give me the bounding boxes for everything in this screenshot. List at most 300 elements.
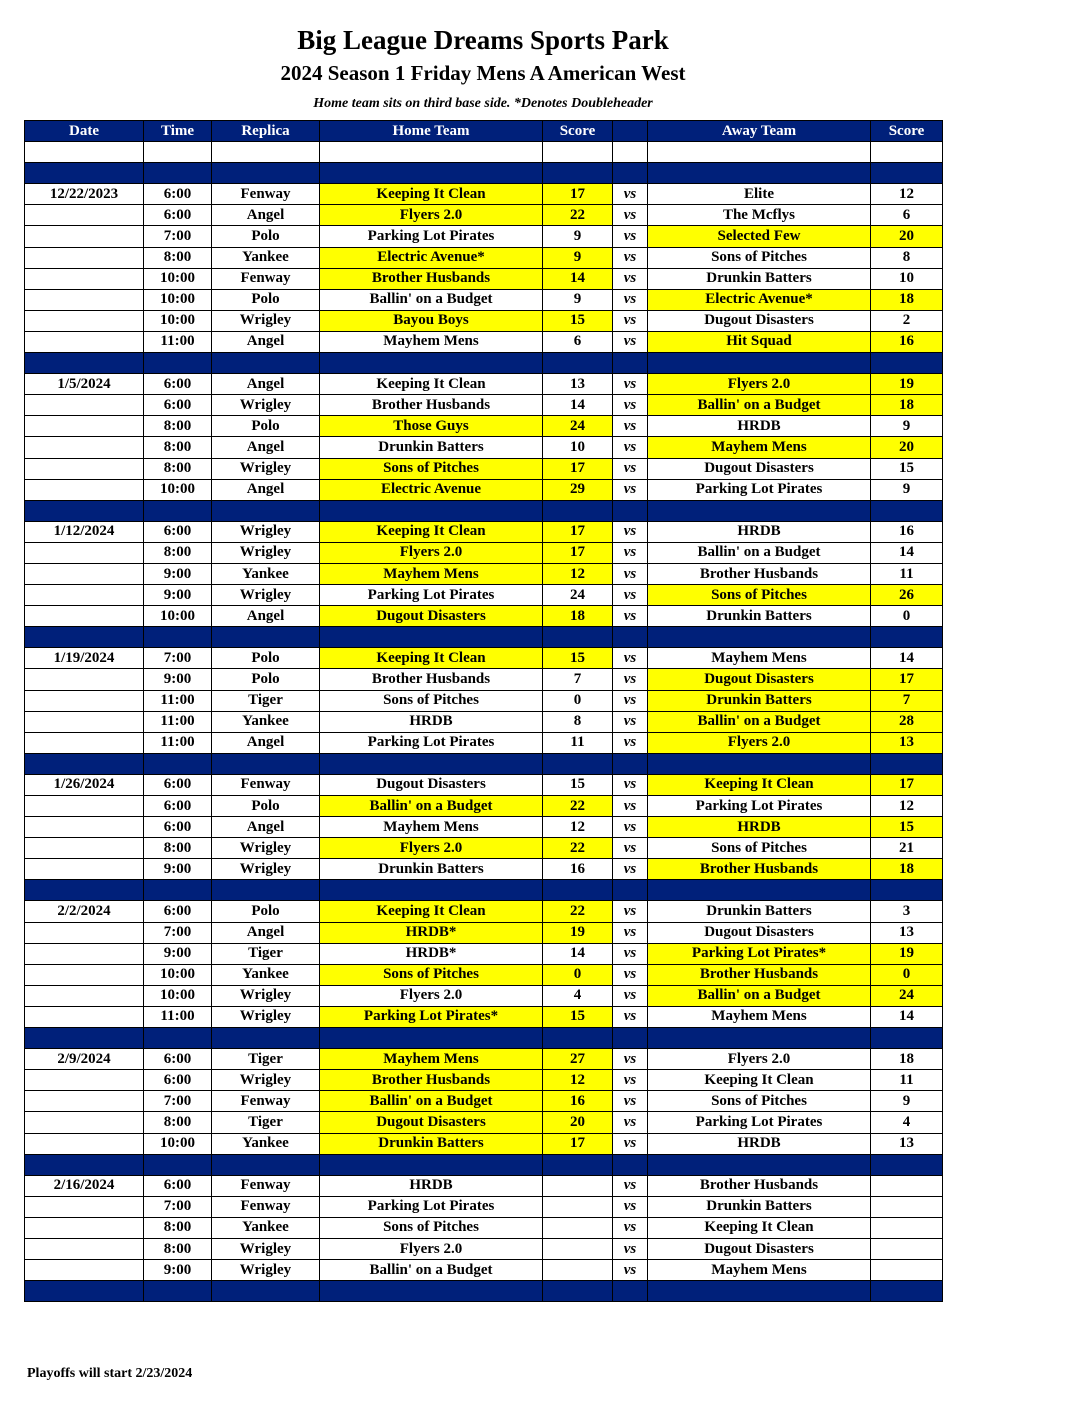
vs-label: vs <box>613 1196 648 1217</box>
away-score: 9 <box>871 1091 943 1112</box>
col-away-team: Away Team <box>648 121 871 142</box>
away-team: Parking Lot Pirates <box>648 479 871 500</box>
game-time: 9:00 <box>144 669 212 690</box>
home-team: HRDB* <box>320 922 543 943</box>
game-date <box>25 796 144 817</box>
game-time: 9:00 <box>144 563 212 584</box>
home-team: Keeping It Clean <box>320 648 543 669</box>
empty-cell <box>613 142 648 163</box>
game-row <box>25 563 943 584</box>
home-team: Flyers 2.0 <box>320 1238 543 1259</box>
vs-label: vs <box>613 310 648 331</box>
game-time: 8:00 <box>144 416 212 437</box>
separator-cell <box>648 163 871 184</box>
game-row <box>25 521 943 542</box>
separator-cell <box>320 627 543 648</box>
home-score: 17 <box>543 542 613 563</box>
empty-cell <box>144 142 212 163</box>
separator-cell <box>25 753 144 774</box>
home-score: 15 <box>543 648 613 669</box>
home-team: Those Guys <box>320 416 543 437</box>
separator-cell <box>144 1028 212 1049</box>
vs-label: vs <box>613 606 648 627</box>
home-team: Mayhem Mens <box>320 817 543 838</box>
game-date <box>25 226 144 247</box>
field-replica: Wrigley <box>212 521 320 542</box>
home-score: 0 <box>543 690 613 711</box>
separator-cell <box>144 353 212 374</box>
vs-label: vs <box>613 585 648 606</box>
col-away-score: Score <box>871 121 943 142</box>
home-score: 7 <box>543 669 613 690</box>
vs-label: vs <box>613 922 648 943</box>
game-time: 7:00 <box>144 1196 212 1217</box>
away-team: HRDB <box>648 817 871 838</box>
field-replica: Fenway <box>212 1196 320 1217</box>
vs-label: vs <box>613 1260 648 1281</box>
home-team: Brother Husbands <box>320 669 543 690</box>
separator-cell <box>871 627 943 648</box>
separator-cell <box>543 500 613 521</box>
away-score: 15 <box>871 817 943 838</box>
field-replica: Wrigley <box>212 838 320 859</box>
blank-row <box>25 142 943 163</box>
game-date <box>25 268 144 289</box>
separator-cell <box>543 1028 613 1049</box>
home-score: 22 <box>543 796 613 817</box>
home-team: HRDB <box>320 1175 543 1196</box>
game-row <box>25 1133 943 1154</box>
field-replica: Angel <box>212 437 320 458</box>
vs-label: vs <box>613 796 648 817</box>
away-team: Brother Husbands <box>648 563 871 584</box>
home-team: Drunkin Batters <box>320 1133 543 1154</box>
away-team: Mayhem Mens <box>648 1006 871 1027</box>
game-time: 9:00 <box>144 943 212 964</box>
game-date: 2/16/2024 <box>25 1175 144 1196</box>
vs-label: vs <box>613 732 648 753</box>
field-replica: Wrigley <box>212 859 320 880</box>
separator-cell <box>320 1028 543 1049</box>
away-score: 3 <box>871 901 943 922</box>
game-row <box>25 458 943 479</box>
week-separator <box>25 1028 943 1049</box>
away-score: 16 <box>871 521 943 542</box>
separator-cell <box>212 1281 320 1302</box>
game-date <box>25 964 144 985</box>
week-separator <box>25 880 943 901</box>
away-team: Ballin' on a Budget <box>648 711 871 732</box>
vs-label: vs <box>613 1049 648 1070</box>
home-score: 24 <box>543 585 613 606</box>
game-date: 2/9/2024 <box>25 1049 144 1070</box>
field-replica: Wrigley <box>212 585 320 606</box>
game-row <box>25 796 943 817</box>
field-replica: Polo <box>212 289 320 310</box>
field-replica: Wrigley <box>212 1006 320 1027</box>
home-team: Flyers 2.0 <box>320 985 543 1006</box>
home-team: Parking Lot Pirates <box>320 732 543 753</box>
home-score: 9 <box>543 247 613 268</box>
game-time: 11:00 <box>144 711 212 732</box>
game-date <box>25 1260 144 1281</box>
game-row <box>25 1006 943 1027</box>
vs-label: vs <box>613 1112 648 1133</box>
game-row <box>25 964 943 985</box>
away-team: Ballin' on a Budget <box>648 985 871 1006</box>
vs-label: vs <box>613 479 648 500</box>
vs-label: vs <box>613 817 648 838</box>
game-date: 1/12/2024 <box>25 521 144 542</box>
game-time: 6:00 <box>144 774 212 795</box>
away-score: 13 <box>871 732 943 753</box>
field-replica: Angel <box>212 205 320 226</box>
away-score <box>871 1196 943 1217</box>
away-score: 4 <box>871 1112 943 1133</box>
game-row <box>25 774 943 795</box>
field-replica: Wrigley <box>212 1238 320 1259</box>
empty-cell <box>648 142 871 163</box>
home-score: 16 <box>543 1091 613 1112</box>
game-time: 8:00 <box>144 1238 212 1259</box>
home-team: Brother Husbands <box>320 268 543 289</box>
separator-cell <box>543 1281 613 1302</box>
away-score: 18 <box>871 859 943 880</box>
game-row <box>25 1260 943 1281</box>
away-score: 18 <box>871 1049 943 1070</box>
separator-cell <box>613 500 648 521</box>
away-team: Mayhem Mens <box>648 648 871 669</box>
field-replica: Wrigley <box>212 1260 320 1281</box>
home-score: 15 <box>543 1006 613 1027</box>
field-replica: Wrigley <box>212 458 320 479</box>
separator-cell <box>648 353 871 374</box>
empty-cell <box>543 142 613 163</box>
away-score: 8 <box>871 247 943 268</box>
home-team: Brother Husbands <box>320 1070 543 1091</box>
away-team: Drunkin Batters <box>648 1196 871 1217</box>
home-score: 22 <box>543 838 613 859</box>
col-vs <box>613 121 648 142</box>
vs-label: vs <box>613 184 648 205</box>
game-row <box>25 817 943 838</box>
game-row <box>25 205 943 226</box>
home-score <box>543 1238 613 1259</box>
game-time: 6:00 <box>144 1049 212 1070</box>
vs-label: vs <box>613 901 648 922</box>
away-team: Brother Husbands <box>648 964 871 985</box>
game-time: 6:00 <box>144 1175 212 1196</box>
home-score <box>543 1260 613 1281</box>
home-team: Dugout Disasters <box>320 1112 543 1133</box>
field-replica: Wrigley <box>212 395 320 416</box>
home-team: Keeping It Clean <box>320 521 543 542</box>
vs-label: vs <box>613 1070 648 1091</box>
away-team: Hit Squad <box>648 331 871 352</box>
home-team: Parking Lot Pirates <box>320 1196 543 1217</box>
away-team: The Mcflys <box>648 205 871 226</box>
col-date: Date <box>25 121 144 142</box>
game-date <box>25 1006 144 1027</box>
vs-label: vs <box>613 374 648 395</box>
game-time: 6:00 <box>144 184 212 205</box>
home-team: Sons of Pitches <box>320 964 543 985</box>
vs-label: vs <box>613 395 648 416</box>
vs-label: vs <box>613 690 648 711</box>
separator-cell <box>871 880 943 901</box>
away-team: Flyers 2.0 <box>648 1049 871 1070</box>
home-score: 9 <box>543 226 613 247</box>
separator-cell <box>25 500 144 521</box>
game-time: 10:00 <box>144 310 212 331</box>
game-row <box>25 416 943 437</box>
game-row <box>25 690 943 711</box>
home-score: 22 <box>543 901 613 922</box>
home-score: 17 <box>543 184 613 205</box>
game-date <box>25 711 144 732</box>
vs-label: vs <box>613 648 648 669</box>
game-time: 8:00 <box>144 1112 212 1133</box>
home-team: Ballin' on a Budget <box>320 796 543 817</box>
away-team: Keeping It Clean <box>648 774 871 795</box>
away-score: 26 <box>871 585 943 606</box>
week-separator <box>25 1154 943 1175</box>
game-time: 6:00 <box>144 205 212 226</box>
game-row <box>25 1196 943 1217</box>
separator-cell <box>212 1154 320 1175</box>
separator-cell <box>320 1154 543 1175</box>
home-team: Brother Husbands <box>320 395 543 416</box>
game-date: 1/26/2024 <box>25 774 144 795</box>
home-team: Mayhem Mens <box>320 563 543 584</box>
separator-cell <box>320 880 543 901</box>
game-row <box>25 542 943 563</box>
separator-cell <box>144 880 212 901</box>
separator-cell <box>871 753 943 774</box>
home-team: Sons of Pitches <box>320 1217 543 1238</box>
away-score: 9 <box>871 416 943 437</box>
away-team: Dugout Disasters <box>648 669 871 690</box>
away-score: 18 <box>871 395 943 416</box>
separator-cell <box>212 627 320 648</box>
separator-cell <box>25 1154 144 1175</box>
home-score: 10 <box>543 437 613 458</box>
field-replica: Tiger <box>212 690 320 711</box>
home-score <box>543 1217 613 1238</box>
away-score: 9 <box>871 479 943 500</box>
field-replica: Angel <box>212 374 320 395</box>
game-row <box>25 1070 943 1091</box>
away-score: 7 <box>871 690 943 711</box>
field-replica: Polo <box>212 648 320 669</box>
away-team: Parking Lot Pirates* <box>648 943 871 964</box>
away-team: Brother Husbands <box>648 1175 871 1196</box>
away-score: 11 <box>871 563 943 584</box>
col-home-team: Home Team <box>320 121 543 142</box>
separator-cell <box>648 500 871 521</box>
game-row <box>25 331 943 352</box>
game-date <box>25 289 144 310</box>
game-time: 6:00 <box>144 374 212 395</box>
away-team: Keeping It Clean <box>648 1217 871 1238</box>
schedule-table <box>24 120 943 1302</box>
game-row <box>25 1175 943 1196</box>
home-score: 6 <box>543 331 613 352</box>
home-team: HRDB <box>320 711 543 732</box>
home-score: 12 <box>543 1070 613 1091</box>
game-time: 10:00 <box>144 479 212 500</box>
away-score: 17 <box>871 774 943 795</box>
field-replica: Wrigley <box>212 310 320 331</box>
away-score: 20 <box>871 437 943 458</box>
home-score: 17 <box>543 521 613 542</box>
game-time: 6:00 <box>144 817 212 838</box>
separator-cell <box>212 353 320 374</box>
vs-label: vs <box>613 437 648 458</box>
home-score: 17 <box>543 1133 613 1154</box>
away-score: 12 <box>871 796 943 817</box>
game-date <box>25 606 144 627</box>
field-replica: Tiger <box>212 1112 320 1133</box>
league-subtitle: 2024 Season 1 Friday Mens A American West <box>280 61 686 85</box>
game-date <box>25 585 144 606</box>
home-score: 16 <box>543 859 613 880</box>
vs-label: vs <box>613 1217 648 1238</box>
game-date <box>25 331 144 352</box>
game-date <box>25 985 144 1006</box>
game-time: 8:00 <box>144 838 212 859</box>
vs-label: vs <box>613 205 648 226</box>
home-team: HRDB* <box>320 943 543 964</box>
field-replica: Tiger <box>212 943 320 964</box>
game-time: 6:00 <box>144 395 212 416</box>
away-team: Selected Few <box>648 226 871 247</box>
game-time: 10:00 <box>144 606 212 627</box>
field-replica: Yankee <box>212 711 320 732</box>
away-team: Parking Lot Pirates <box>648 796 871 817</box>
separator-cell <box>648 880 871 901</box>
game-date <box>25 563 144 584</box>
away-team: Mayhem Mens <box>648 437 871 458</box>
vs-label: vs <box>613 964 648 985</box>
game-date <box>25 1196 144 1217</box>
away-team: Dugout Disasters <box>648 310 871 331</box>
home-score: 14 <box>543 943 613 964</box>
game-date <box>25 817 144 838</box>
game-row <box>25 985 943 1006</box>
game-row <box>25 1049 943 1070</box>
away-team: Drunkin Batters <box>648 901 871 922</box>
home-score: 14 <box>543 268 613 289</box>
field-replica: Fenway <box>212 184 320 205</box>
home-team: Parking Lot Pirates* <box>320 1006 543 1027</box>
vs-label: vs <box>613 289 648 310</box>
game-time: 8:00 <box>144 542 212 563</box>
home-score: 22 <box>543 205 613 226</box>
separator-cell <box>648 753 871 774</box>
field-replica: Angel <box>212 922 320 943</box>
away-team: Sons of Pitches <box>648 247 871 268</box>
away-score: 16 <box>871 331 943 352</box>
empty-cell <box>212 142 320 163</box>
separator-cell <box>320 1281 543 1302</box>
vs-label: vs <box>613 268 648 289</box>
separator-cell <box>25 353 144 374</box>
separator-cell <box>871 500 943 521</box>
separator-cell <box>543 627 613 648</box>
away-score: 2 <box>871 310 943 331</box>
separator-cell <box>871 163 943 184</box>
game-row <box>25 184 943 205</box>
home-score <box>543 1175 613 1196</box>
game-time: 7:00 <box>144 648 212 669</box>
field-replica: Fenway <box>212 268 320 289</box>
game-row <box>25 922 943 943</box>
game-time: 10:00 <box>144 1133 212 1154</box>
vs-label: vs <box>613 1238 648 1259</box>
home-score: 8 <box>543 711 613 732</box>
home-team: Ballin' on a Budget <box>320 1091 543 1112</box>
vs-label: vs <box>613 521 648 542</box>
separator-cell <box>320 753 543 774</box>
home-score: 4 <box>543 985 613 1006</box>
vs-label: vs <box>613 331 648 352</box>
separator-cell <box>543 1154 613 1175</box>
game-time: 8:00 <box>144 437 212 458</box>
vs-label: vs <box>613 985 648 1006</box>
game-time: 6:00 <box>144 521 212 542</box>
away-team: HRDB <box>648 521 871 542</box>
home-score: 13 <box>543 374 613 395</box>
field-replica: Wrigley <box>212 542 320 563</box>
game-row <box>25 437 943 458</box>
home-score: 29 <box>543 479 613 500</box>
home-team: Dugout Disasters <box>320 774 543 795</box>
game-date <box>25 247 144 268</box>
home-team: Ballin' on a Budget <box>320 289 543 310</box>
separator-cell <box>613 880 648 901</box>
vs-label: vs <box>613 774 648 795</box>
game-row <box>25 943 943 964</box>
separator-cell <box>648 1281 871 1302</box>
away-score: 28 <box>871 711 943 732</box>
home-team: Ballin' on a Budget <box>320 1260 543 1281</box>
away-score <box>871 1238 943 1259</box>
away-score: 12 <box>871 184 943 205</box>
away-team: Drunkin Batters <box>648 606 871 627</box>
home-team: Flyers 2.0 <box>320 205 543 226</box>
away-team: Dugout Disasters <box>648 922 871 943</box>
away-score: 15 <box>871 458 943 479</box>
game-row <box>25 395 943 416</box>
away-score <box>871 1217 943 1238</box>
game-time: 7:00 <box>144 226 212 247</box>
game-row <box>25 479 943 500</box>
home-score: 20 <box>543 1112 613 1133</box>
game-date <box>25 1070 144 1091</box>
away-team: Brother Husbands <box>648 859 871 880</box>
game-row <box>25 838 943 859</box>
game-row <box>25 585 943 606</box>
field-replica: Tiger <box>212 1049 320 1070</box>
home-team: Flyers 2.0 <box>320 838 543 859</box>
game-date: 1/5/2024 <box>25 374 144 395</box>
vs-label: vs <box>613 669 648 690</box>
game-time: 6:00 <box>144 796 212 817</box>
field-replica: Fenway <box>212 774 320 795</box>
schedule-note: Home team sits on third base side. *Denotes Doubleheader <box>313 96 653 111</box>
separator-cell <box>212 1028 320 1049</box>
